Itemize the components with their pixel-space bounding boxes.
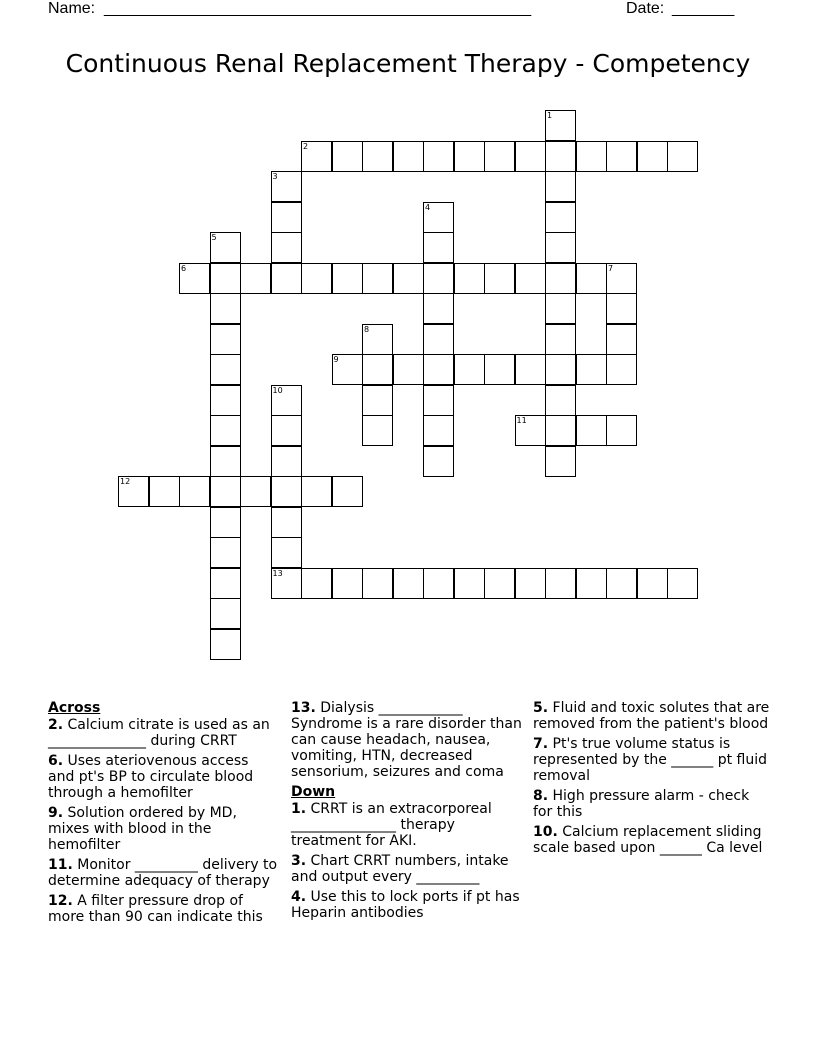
crossword-cell[interactable] <box>210 537 241 568</box>
crossword-cell[interactable] <box>515 354 546 385</box>
crossword-cell[interactable] <box>271 415 302 446</box>
down-clue <box>533 700 771 732</box>
crossword-cell[interactable] <box>271 568 302 599</box>
clue-column-3 <box>533 700 771 860</box>
across-heading: Across <box>48 700 101 716</box>
crossword-cell[interactable] <box>454 354 485 385</box>
crossword-cell[interactable] <box>271 537 302 568</box>
crossword-cell[interactable] <box>545 415 576 446</box>
crossword-cell[interactable] <box>301 263 332 294</box>
name-blank[interactable]: ________________________________________________ <box>104 0 532 17</box>
clue-text: Pt's true volume status is represented by the ______ pt fluid removal <box>533 736 768 784</box>
crossword-cell[interactable] <box>576 263 607 294</box>
crossword-cell[interactable] <box>545 354 576 385</box>
crossword-cell[interactable] <box>576 354 607 385</box>
crossword-cell[interactable] <box>271 446 302 477</box>
crossword-cell[interactable] <box>271 385 302 416</box>
crossword-cell[interactable] <box>210 263 241 294</box>
clue-number: 6. <box>48 753 64 769</box>
crossword-cell[interactable] <box>149 476 180 507</box>
across-clue <box>48 753 278 801</box>
crossword-cell[interactable] <box>179 263 210 294</box>
crossword-cell[interactable] <box>362 141 393 172</box>
clue-text: Chart CRRT numbers, intake and output every _________ <box>291 853 509 885</box>
crossword-cell[interactable] <box>545 446 576 477</box>
clue-number: 9. <box>48 805 64 821</box>
crossword-cell[interactable] <box>362 324 393 355</box>
crossword-cell[interactable] <box>210 324 241 355</box>
crossword-cell[interactable] <box>606 354 637 385</box>
clue-text: High pressure alarm - check for this <box>533 788 750 820</box>
cell-number: 13 <box>272 568 283 578</box>
date-blank[interactable]: _______ <box>672 0 735 17</box>
clue-number: 12. <box>48 893 73 909</box>
crossword-cell[interactable] <box>210 354 241 385</box>
across-clue <box>48 717 278 749</box>
crossword-cell[interactable] <box>637 568 668 599</box>
cell-number: 8 <box>364 324 370 334</box>
crossword-cell[interactable] <box>576 568 607 599</box>
crossword-cell[interactable] <box>210 568 241 599</box>
crossword-cell[interactable] <box>240 476 271 507</box>
crossword-cell[interactable] <box>210 293 241 324</box>
crossword-cell[interactable] <box>667 568 698 599</box>
across-clue <box>48 893 278 925</box>
cell-number: 2 <box>303 141 309 151</box>
crossword-cell[interactable] <box>423 263 454 294</box>
clue-column-1 <box>48 700 278 929</box>
cell-number: 4 <box>425 202 431 212</box>
crossword-cell[interactable] <box>271 232 302 263</box>
crossword-cell[interactable] <box>606 141 637 172</box>
clue-text: Calcium replacement sliding scale based upon ______ Ca level <box>533 824 763 856</box>
clue-text: Monitor _________ delivery to determine adequacy of therapy <box>48 857 278 889</box>
crossword-cell[interactable] <box>423 202 454 233</box>
clue-number: 10. <box>533 824 558 840</box>
clue-text: Solution ordered by MD, mixes with blood in the hemofilter <box>48 805 237 853</box>
across-clue <box>291 700 523 780</box>
crossword-cell[interactable] <box>606 263 637 294</box>
crossword-cell[interactable] <box>423 324 454 355</box>
clue-text: CRRT is an extracorporeal _______________ therapy treatment for AKI. <box>291 801 492 849</box>
crossword-cell[interactable] <box>118 476 149 507</box>
cell-number: 3 <box>272 172 278 181</box>
down-heading: Down <box>291 784 336 800</box>
clue-text: Uses ateriovenous access and pt's BP to circulate blood through a hemofilter <box>48 753 254 801</box>
crossword-cell[interactable] <box>576 141 607 172</box>
across-clue <box>48 857 278 889</box>
crossword-cell[interactable] <box>576 415 607 446</box>
cell-number: 10 <box>272 385 283 395</box>
cell-number: 11 <box>516 416 527 425</box>
down-clue <box>291 889 523 921</box>
clue-text: Fluid and toxic solutes that are removed from the patient's blood <box>533 700 770 732</box>
down-clue <box>291 801 523 849</box>
down-clue <box>533 736 771 784</box>
clue-column-2 <box>291 700 523 925</box>
crossword-cell[interactable] <box>515 568 546 599</box>
crossword-cell[interactable] <box>271 263 302 294</box>
down-clue <box>533 788 771 820</box>
crossword-cell[interactable] <box>393 354 424 385</box>
crossword-cell[interactable] <box>301 141 332 172</box>
crossword-cell[interactable] <box>210 446 241 477</box>
crossword-cell[interactable] <box>545 293 576 324</box>
crossword-cell[interactable] <box>423 415 454 446</box>
crossword-cell[interactable] <box>454 141 485 172</box>
crossword-cell[interactable] <box>362 385 393 416</box>
cell-number: 7 <box>608 263 614 273</box>
clue-number: 1. <box>291 801 307 817</box>
crossword-cell[interactable] <box>606 568 637 599</box>
crossword-cell[interactable] <box>637 141 668 172</box>
cell-number: 5 <box>211 233 217 242</box>
crossword-cell[interactable] <box>210 415 241 446</box>
clue-number: 5. <box>533 700 549 716</box>
crossword-cell[interactable] <box>332 263 363 294</box>
crossword-cell[interactable] <box>393 263 424 294</box>
crossword-cell[interactable] <box>545 232 576 263</box>
crossword-cell[interactable] <box>210 598 241 629</box>
crossword-cell[interactable] <box>484 141 515 172</box>
crossword-cell[interactable] <box>484 354 515 385</box>
crossword-cell[interactable] <box>667 141 698 172</box>
crossword-cell[interactable] <box>545 202 576 233</box>
crossword-cell[interactable] <box>271 171 302 202</box>
clue-number: 13. <box>291 700 316 716</box>
crossword-cell[interactable] <box>362 415 393 446</box>
across-clue <box>48 805 278 853</box>
crossword-cell[interactable] <box>332 354 363 385</box>
crossword-cell[interactable] <box>515 263 546 294</box>
crossword-cell[interactable] <box>362 354 393 385</box>
clue-number: 4. <box>291 889 307 905</box>
crossword-cell[interactable] <box>423 385 454 416</box>
crossword-cell[interactable] <box>423 141 454 172</box>
crossword-cell[interactable] <box>423 354 454 385</box>
cell-number: 9 <box>333 355 339 364</box>
clue-text: Dialysis ____________ Syndrome is a rare disorder than can cause headach, nausea, vomiting, HTN, decreased sensorium, seizures and coma <box>291 700 522 780</box>
crossword-cell[interactable] <box>484 568 515 599</box>
crossword-cell[interactable] <box>515 141 546 172</box>
clue-number: 8. <box>533 788 549 804</box>
clue-number: 7. <box>533 736 549 752</box>
cell-number: 12 <box>120 477 131 486</box>
clue-text: Use this to lock ports if pt has Heparin antibodies <box>291 889 520 921</box>
crossword-cell[interactable] <box>606 415 637 446</box>
clue-text: Calcium citrate is used as an ______________ during CRRT <box>48 717 270 749</box>
down-clue <box>533 824 771 856</box>
crossword-cell[interactable] <box>271 476 302 507</box>
crossword-cell[interactable] <box>484 263 515 294</box>
crossword-cell[interactable] <box>545 263 576 294</box>
crossword-cell[interactable] <box>332 141 363 172</box>
crossword-cell[interactable] <box>301 476 332 507</box>
crossword-cell[interactable] <box>545 110 576 141</box>
crossword-cell[interactable] <box>179 476 210 507</box>
crossword-cell[interactable] <box>606 293 637 324</box>
crossword-cell[interactable] <box>362 568 393 599</box>
crossword-cell[interactable] <box>271 507 302 538</box>
crossword-cell[interactable] <box>210 507 241 538</box>
crossword-cell[interactable] <box>545 171 576 202</box>
crossword-cell[interactable] <box>423 293 454 324</box>
crossword-cell[interactable] <box>545 141 576 172</box>
crossword-cell[interactable] <box>545 385 576 416</box>
crossword-cell[interactable] <box>301 568 332 599</box>
crossword-cell[interactable] <box>454 263 485 294</box>
crossword-cell[interactable] <box>271 202 302 233</box>
crossword-cell[interactable] <box>515 415 546 446</box>
page-title: Continuous Renal Replacement Therapy - Competency <box>65 49 751 78</box>
crossword-cell[interactable] <box>545 568 576 599</box>
crossword-cell[interactable] <box>210 476 241 507</box>
crossword-cell[interactable] <box>545 324 576 355</box>
crossword-cell[interactable] <box>210 232 241 263</box>
crossword-cell[interactable] <box>210 629 241 660</box>
crossword-cell[interactable] <box>454 568 485 599</box>
crossword-cell[interactable] <box>210 385 241 416</box>
clue-number: 3. <box>291 853 307 869</box>
cell-number: 1 <box>547 111 553 120</box>
crossword-cell[interactable] <box>423 446 454 477</box>
crossword-cell[interactable] <box>393 568 424 599</box>
down-clue <box>291 853 523 885</box>
clue-number: 11. <box>48 857 73 873</box>
crossword-cell[interactable] <box>240 263 271 294</box>
clue-number: 2. <box>48 717 64 733</box>
clue-text: A filter pressure drop of more than 90 can indicate this <box>48 893 263 925</box>
crossword-cell[interactable] <box>606 324 637 355</box>
date-label: Date: <box>626 0 665 17</box>
crossword-cell[interactable] <box>393 141 424 172</box>
crossword-cell[interactable] <box>423 232 454 263</box>
crossword-cell[interactable] <box>332 476 363 507</box>
crossword-cell[interactable] <box>362 263 393 294</box>
name-label: Name: <box>48 0 96 17</box>
cell-number: 6 <box>181 263 187 273</box>
crossword-cell[interactable] <box>332 568 363 599</box>
crossword-cell[interactable] <box>423 568 454 599</box>
